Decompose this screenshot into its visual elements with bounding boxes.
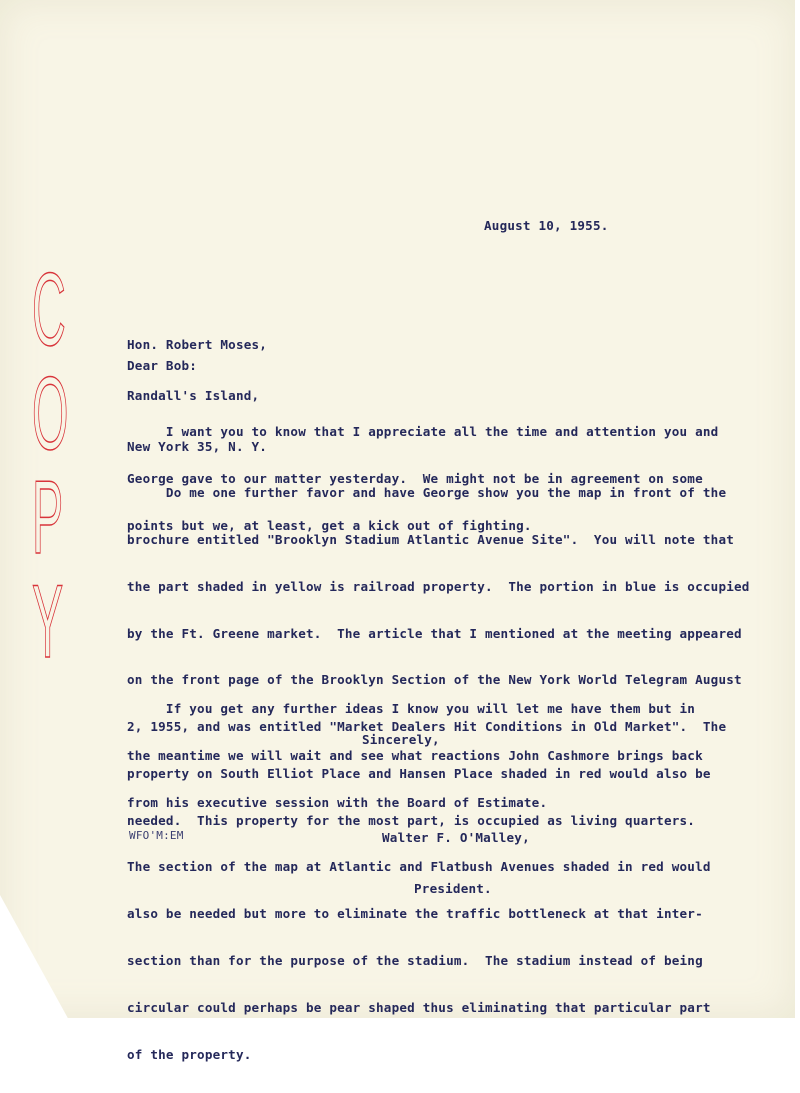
address-line: Hon. Robert Moses, bbox=[127, 337, 268, 352]
text-line: If you get any further ideas I know you will let me have them but in bbox=[127, 701, 696, 717]
signature-block bbox=[382, 795, 530, 931]
address-line: New York 35, N. Y. bbox=[127, 439, 268, 454]
text-line: Do me one further favor and have George show you the map in front of the bbox=[127, 485, 727, 501]
reference-initials: WFO'M:EM bbox=[129, 829, 184, 842]
text-line: circular could perhaps be pear shaped thus eliminating that particular part bbox=[127, 999, 711, 1015]
text-line: from his executive session with the Board of Estimate. bbox=[127, 794, 548, 810]
salutation: Dear Bob: bbox=[127, 358, 198, 373]
text-line: the part shaded in yellow is railroad property. The portion in blue is occupied bbox=[127, 578, 750, 594]
folded-corner bbox=[0, 895, 70, 1022]
text-line: I want you to know that I appreciate all the time and attention you and bbox=[127, 424, 719, 440]
signature-name: Walter F. O'Malley, bbox=[382, 830, 530, 845]
text-line: section than for the purpose of the stadium. The stadium instead of being bbox=[127, 953, 703, 968]
closing: Sincerely, bbox=[362, 732, 440, 747]
text-line: property on South Elliot Place and Hansen Place shaded in red would also be bbox=[127, 765, 711, 781]
text-line: by the Ft. Greene market. The article that I mentioned at the meeting appeared bbox=[127, 625, 742, 641]
text-line: also be needed but more to eliminate the traffic bottleneck at that inter- bbox=[127, 906, 703, 922]
text-line: George gave to our matter yesterday. We might not be in agreement on some bbox=[127, 470, 703, 486]
address-line: Randall's Island, bbox=[127, 388, 260, 403]
text-line: the meantime we will wait and see what reactions John Cashmore brings back bbox=[127, 747, 703, 763]
copy-stamp-letter: O bbox=[32, 356, 69, 472]
letter-date: August 10, 1955. bbox=[484, 218, 609, 233]
text-line: points but we, at least, get a kick out of fighting. bbox=[127, 517, 532, 533]
text-line: needed. This property for the most part, is occupied as living quarters. bbox=[127, 812, 696, 828]
copy-stamp-letter: C bbox=[32, 252, 66, 368]
text-line: 2, 1955, and was entitled "Market Dealers Hit Conditions in Old Market". The bbox=[127, 719, 727, 735]
text-line: of the property. bbox=[127, 1046, 252, 1062]
copy-stamp-letter: P bbox=[32, 460, 64, 576]
text-line: The section of the map at Atlantic and Flatbush Avenues shaded in red would bbox=[127, 859, 711, 875]
copy-stamp-letter: Y bbox=[32, 564, 64, 680]
copy-stamp bbox=[32, 252, 76, 680]
text-line: brochure entitled "Brooklyn Stadium Atlantic Avenue Site". You will note that bbox=[127, 531, 735, 547]
text-line: on the front page of the Brooklyn Section of the New York World Telegram August bbox=[127, 672, 742, 688]
signature-title: President. bbox=[414, 881, 492, 896]
